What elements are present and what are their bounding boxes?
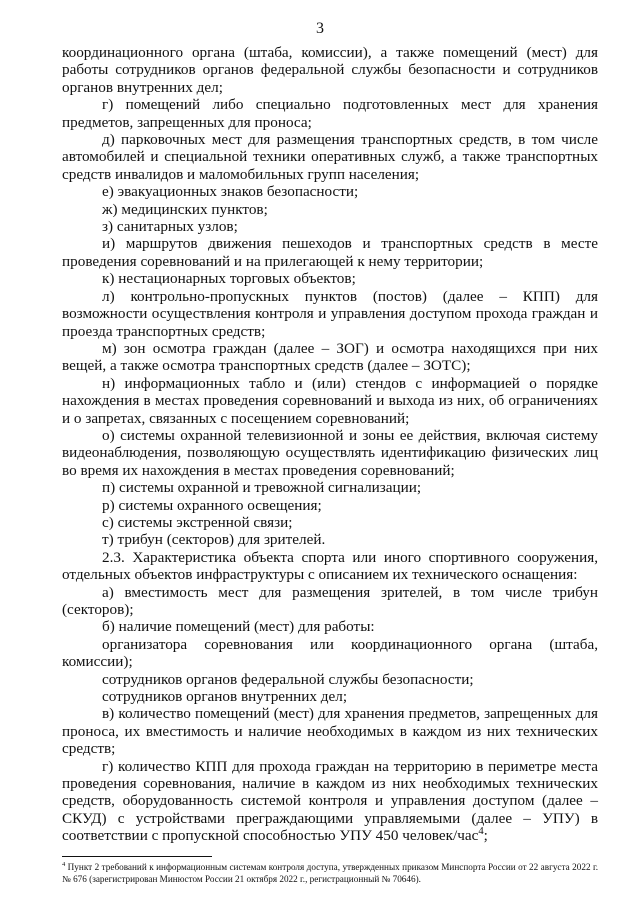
paragraph-text: в) количество помещений (мест) для хранения предметов, запрещенных для проноса, их вместимость и наличие необходимых в каждом из них технических средств;	[62, 705, 598, 758]
paragraph	[62, 636, 598, 671]
paragraph	[62, 688, 598, 705]
footnote	[62, 861, 598, 885]
paragraph	[62, 584, 598, 619]
paragraph	[62, 514, 598, 531]
paragraph-text: л) контрольно-пропускных пунктов (постов) (далее – КПП) для возможности осуществления контроля и управления доступом прохода граждан и проезда транспортных средств;	[62, 287, 598, 340]
paragraph-text: координационного органа (штаба, комиссии), а также помещений (мест) для работы сотрудников органов федеральной службы безопасности и сотрудников органов внутренних дел;	[62, 44, 598, 96]
paragraph-text: с) системы экстренной связи;	[102, 513, 293, 531]
paragraph-text: организатора соревнования или координационного органа (штаба, комиссии);	[62, 635, 598, 671]
paragraph	[62, 427, 598, 479]
paragraph-text: з) санитарных узлов;	[102, 218, 238, 236]
paragraph-text: г) помещений либо специально подготовленных мест для хранения предметов, запрещенных для проноса;	[62, 96, 598, 131]
paragraph-text: сотрудников органов внутренних дел;	[102, 688, 348, 706]
paragraph	[62, 183, 598, 200]
paragraph-text: д) парковочных мест для размещения транспортных средств, в том числе автомобилей и специальной техники оперативных служб, а также транспортных средств инвалидов и маломобильных групп населения;	[62, 131, 598, 183]
paragraph	[62, 375, 598, 427]
paragraph-text: ж) медицинских пунктов;	[102, 200, 268, 218]
footnote-mark: 4	[62, 860, 66, 868]
paragraph	[62, 44, 598, 96]
paragraph-text: н) информационных табло и (или) стендов с информацией о порядке нахождения в местах проведения соревнований и выхода из них, об ограничениях и о запретах, связанных с посещением соревнований;	[62, 374, 598, 427]
paragraph-text: е) эвакуационных знаков безопасности;	[102, 183, 359, 201]
footnote-reference[interactable]: 4	[478, 826, 484, 838]
paragraph	[62, 218, 598, 235]
footnote-text: Пункт 2 требований к информационным системам контроля доступа, утвержденных приказом Минспорта России от 22 августа 2022 г. № 676 (зарегистрирован Минюстом России 21 октября 2022 г., регистрационный № 70646).	[62, 862, 599, 884]
paragraph-text: к) нестационарных торговых объектов;	[102, 270, 356, 288]
paragraph	[62, 549, 598, 584]
paragraph-text: б) наличие помещений (мест) для работы:	[102, 618, 375, 636]
paragraph	[62, 270, 598, 287]
paragraph	[62, 705, 598, 757]
paragraph-text: и) маршрутов движения пешеходов и транспортных средств в месте проведения соревнований и на прилегающей к нему территории;	[62, 235, 598, 270]
paragraph-text: а) вместимость мест для размещения зрителей, в том числе трибун (секторов);	[62, 583, 598, 618]
paragraph	[62, 131, 598, 183]
paragraph	[62, 671, 598, 688]
paragraph-text: г) количество КПП для прохода граждан на территорию в периметре места проведения соревнования, наличие в каждом из них необходимых технических средств, оборудованность системой контроля и управления доступом (далее – СКУД) с устройствами преграждающими управляемыми (далее – УПУ) в соответствии с пропускной способностью УПУ 450 человек/час	[62, 757, 598, 845]
page-number: 3	[316, 20, 324, 37]
paragraph	[62, 758, 598, 845]
paragraph	[62, 201, 598, 218]
paragraph	[62, 531, 598, 548]
paragraph	[62, 618, 598, 635]
paragraph-text: м) зон осмотра граждан (далее – ЗОГ) и осмотра находящихся при них вещей, а также осмотра транспортных средств (далее – ЗОТС);	[62, 339, 598, 375]
paragraph-text: о) системы охранной телевизионной и зоны ее действия, включая систему видеонаблюдения, позволяющую осуществлять идентификацию физических лиц во время их нахождения в местах проведения соревнований;	[62, 426, 598, 479]
paragraph	[62, 479, 598, 496]
paragraph	[62, 288, 598, 340]
paragraph-text: р) системы охранного освещения;	[102, 496, 322, 514]
paragraph-text: п) системы охранной и тревожной сигнализации;	[102, 479, 422, 497]
paragraph	[62, 235, 598, 270]
paragraph	[62, 96, 598, 131]
paragraph-text: т) трибун (секторов) для зрителей.	[102, 531, 326, 549]
paragraph	[62, 340, 598, 375]
paragraph-text: 2.3. Характеристика объекта спорта или иного спортивного сооружения, отдельных объектов инфраструктуры с описанием их технического оснащения:	[62, 548, 598, 584]
footnote-divider	[62, 856, 212, 857]
paragraph-text: сотрудников органов федеральной службы безопасности;	[102, 670, 474, 688]
paragraph-tail: ;	[483, 827, 488, 845]
paragraph	[62, 497, 598, 514]
document-body	[62, 44, 598, 845]
